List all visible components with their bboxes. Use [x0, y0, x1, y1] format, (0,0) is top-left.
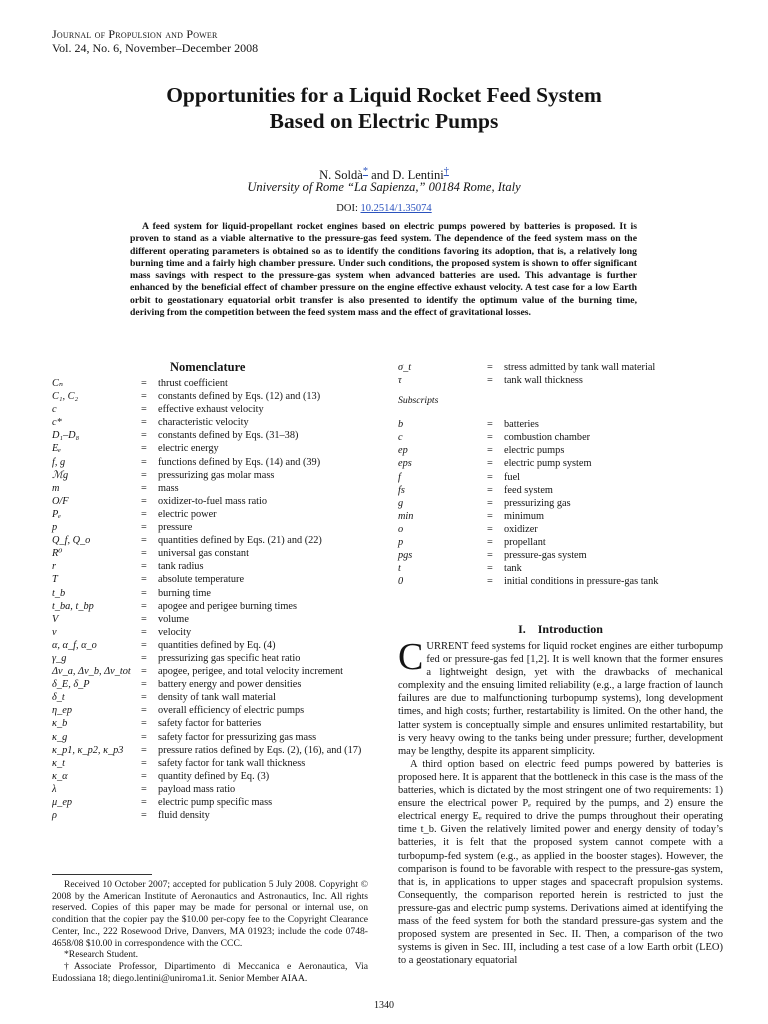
nomenclature-equals: =	[141, 679, 147, 691]
nomenclature-equals: =	[141, 495, 147, 507]
nomenclature-symbol: κ_p1, κ_p2, κ_p3	[52, 744, 124, 756]
nomenclature-definition: stress admitted by tank wall material	[504, 362, 656, 373]
nomenclature-definition: electric pumps	[504, 445, 565, 457]
nomenclature-entry	[52, 508, 372, 521]
nomenclature-symbol: α, α_f, α_o	[52, 639, 97, 651]
nomenclature-symbol: δ_E, δ_P	[52, 679, 90, 691]
nomenclature-symbol: 0	[398, 576, 404, 588]
nomenclature-symbol: ℳg	[52, 469, 69, 481]
nomenclature-definition: density of tank wall material	[158, 692, 276, 704]
nomenclature-definition: fuel	[504, 471, 521, 483]
nomenclature-equals: =	[141, 666, 147, 678]
abstract: A feed system for liquid-propellant rocket engines based on electric pumps powered by batteries is proposed. It is proven to stand as a viable alternative to the pressure-gas feed system. The dependence of the feed system mass on the different operating parameters is obtained so as to identify the conditions favoring its adoption, that is, a relatively long burning time and a fairly high chamber pressure. Under such conditions, the proposed system is shown to offer significant mass savings with respect to the pressure-gas system when advanced batteries are used. This advantage is further enhanced by the beneficial effect of chamber pressure on the engine effective exhaust velocity. A test case for a low Earth orbit to geostationary equatorial orbit transfer is also presented to identify the optimum value of the burning time, deriving from the competition between the feed system mass and the effect of gravitational losses.	[130, 221, 637, 319]
nomenclature-entry	[52, 390, 372, 403]
nomenclature-definition: pressure-gas system	[504, 550, 587, 562]
author-1-footnote-link[interactable]: *	[362, 166, 369, 177]
nomenclature-entry	[52, 626, 372, 639]
nomenclature-symbol: ep	[398, 445, 408, 457]
nomenclature-symbol: f	[398, 471, 401, 483]
nomenclature-equals: =	[141, 613, 147, 625]
nomenclature-equals: =	[141, 417, 147, 429]
nomenclature-equals: =	[141, 705, 147, 717]
nomenclature-entry	[52, 482, 372, 495]
nomenclature-symbol: Cₙ	[52, 378, 64, 389]
nomenclature-definition: pressure ratios defined by Eqs. (2), (16), and (17)	[158, 744, 362, 756]
nomenclature-symbol: κ_g	[52, 731, 68, 743]
nomenclature-definition: effective exhaust velocity	[158, 404, 264, 416]
nomenclature-symbol: κ_t	[52, 757, 65, 769]
nomenclature-entry	[398, 361, 723, 374]
nomenclature-entry	[52, 796, 372, 809]
nomenclature-definition: quantity defined by Eq. (3)	[158, 770, 270, 782]
nomenclature-definition: velocity	[158, 626, 192, 638]
nomenclature-equals: =	[141, 378, 147, 389]
nomenclature-entry	[52, 613, 372, 626]
nomenclature-symbol: pgs	[398, 550, 413, 562]
nomenclature-definition: functions defined by Eqs. (14) and (39)	[158, 456, 321, 468]
nomenclature-symbol: C₁, C₂	[52, 391, 79, 403]
journal-name: Journal of Propulsion and Power	[52, 27, 218, 41]
nomenclature-equals: =	[141, 731, 147, 743]
nomenclature-entry	[52, 691, 372, 704]
nomenclature-definition: mass	[158, 482, 179, 494]
nomenclature-symbol: m	[52, 482, 60, 494]
nomenclature-entry	[52, 587, 372, 600]
nomenclature-symbol: p	[398, 537, 404, 549]
nomenclature-symbol: min	[398, 510, 414, 522]
nomenclature-definition: apogee and perigee burning times	[158, 600, 297, 612]
nomenclature-definition: burning time	[158, 587, 211, 599]
author-2-footnote-link[interactable]: †	[443, 166, 449, 177]
journal-volume: Vol. 24, No. 6, November–December 2008	[52, 41, 259, 55]
nomenclature-definition: pressurizing gas molar mass	[158, 469, 275, 481]
paper-title	[0, 82, 768, 134]
nomenclature-entry	[398, 497, 723, 510]
nomenclature-entry	[52, 547, 372, 560]
nomenclature-entry	[52, 403, 372, 416]
authors-and: and	[368, 168, 393, 183]
nomenclature-entry	[52, 665, 372, 678]
nomenclature-symbol: σ_t	[398, 362, 412, 373]
nomenclature-definition: electric energy	[158, 443, 219, 455]
nomenclature-entry	[52, 442, 372, 455]
nomenclature-equals: =	[141, 443, 147, 455]
author-1: N. Soldà	[319, 168, 363, 183]
nomenclature-equals: =	[141, 744, 147, 756]
nomenclature-list	[52, 377, 372, 822]
journal-header	[52, 27, 258, 55]
nomenclature-symbol: Eₑ	[52, 443, 61, 455]
doi-label: DOI:	[336, 203, 361, 214]
nomenclature-definition: safety factor for pressurizing gas mass	[158, 731, 317, 743]
nomenclature-equals: =	[487, 550, 493, 562]
nomenclature-entry	[398, 418, 723, 431]
introduction-heading: I. Introduction	[518, 622, 603, 636]
nomenclature-definition: electric pump system	[504, 458, 592, 470]
nomenclature-entry	[398, 457, 723, 470]
nomenclature-entry	[52, 416, 372, 429]
nomenclature-entry	[52, 456, 372, 469]
nomenclature-entry	[52, 783, 372, 796]
nomenclature-definition: tank radius	[158, 561, 204, 573]
nomenclature-entry	[398, 575, 723, 588]
nomenclature-symbol: γ_g	[52, 652, 67, 664]
nomenclature-definition: feed system	[504, 484, 553, 496]
drop-cap: C	[398, 636, 424, 678]
nomenclature-definition: electric power	[158, 508, 217, 520]
doi	[0, 202, 768, 215]
affiliation: University of Rome “La Sapienza,” 00184 Rome, Italy	[247, 180, 521, 194]
nomenclature-symbol: Δv_a, Δv_b, Δv_tot	[52, 666, 131, 678]
nomenclature-definition: oxidizer	[504, 523, 538, 535]
received-note: Received 10 October 2007; accepted for publication 5 July 2008. Copyright © 2008 by the American Institute of Aeronautics and Astronautics, Inc. All rights reserved. Copies of this paper may be made for personal or internal use, on condition that the copier pay the $10.00 per-copy fee to the Copyright Clearance Center, Inc., 222 Rosewood Drive, Danvers, MA 01923; include the code 0748-4658/08 $10.00 in correspondence with the CCC.	[52, 879, 368, 949]
nomenclature-entry	[52, 731, 372, 744]
nomenclature-equals: =	[141, 404, 147, 416]
nomenclature-entry	[398, 562, 723, 575]
nomenclature-equals: =	[141, 652, 147, 664]
nomenclature-symbol: c	[52, 404, 57, 416]
nomenclature-entry	[398, 471, 723, 484]
nomenclature-symbol: λ	[52, 783, 57, 795]
nomenclature-symbol: t	[398, 563, 401, 575]
nomenclature-symbol: V	[52, 613, 59, 625]
nomenclature-equals: =	[141, 522, 147, 534]
nomenclature-definition: payload mass ratio	[158, 783, 236, 795]
nomenclature-definition: pressure	[158, 522, 193, 534]
nomenclature-equals: =	[141, 430, 147, 442]
nomenclature-equals: =	[141, 561, 147, 573]
nomenclature-definition: pressurizing gas	[504, 497, 571, 509]
nomenclature-entry	[52, 521, 372, 534]
nomenclature-symbol: r	[52, 561, 57, 573]
nomenclature-entry	[52, 757, 372, 770]
nomenclature-entry	[52, 678, 372, 691]
nomenclature-definition: universal gas constant	[158, 548, 249, 560]
paper-title-line2: Based on Electric Pumps	[269, 109, 499, 133]
nomenclature-equals: =	[141, 797, 147, 808]
nomenclature-definition: quantities defined by Eq. (4)	[158, 639, 276, 651]
nomenclature-equals: =	[487, 471, 493, 483]
nomenclature-definition: constants defined by Eqs. (12) and (13)	[158, 391, 321, 403]
footnote-1: *Research Student.	[64, 949, 139, 961]
nomenclature-equals: =	[141, 718, 147, 730]
nomenclature-definition: characteristic velocity	[158, 417, 249, 429]
nomenclature-symbol: eps	[398, 458, 412, 470]
nomenclature-entry	[52, 429, 372, 442]
nomenclature-symbol: η_ep	[52, 705, 72, 717]
nomenclature-equals: =	[487, 576, 493, 588]
nomenclature-list-continued	[398, 361, 723, 588]
page-number: 1340	[374, 1000, 394, 1011]
nomenclature-symbol: O/F	[52, 495, 69, 507]
nomenclature-symbol: μ_ep	[52, 797, 73, 808]
nomenclature-entry	[52, 573, 372, 586]
nomenclature-symbol: κ_b	[52, 718, 68, 730]
nomenclature-definition: combustion chamber	[504, 432, 591, 444]
nomenclature-symbol: o	[398, 523, 404, 535]
paper-title-line1: Opportunities for a Liquid Rocket Feed System	[166, 83, 602, 107]
nomenclature-entry	[398, 444, 723, 457]
nomenclature-entry	[398, 374, 723, 387]
nomenclature-symbol: g	[398, 497, 404, 509]
nomenclature-definition: safety factor for tank wall thickness	[158, 757, 306, 769]
nomenclature-definition: thrust coefficient	[158, 378, 228, 389]
nomenclature-definition: apogee, perigee, and total velocity increment	[158, 666, 343, 678]
nomenclature-definition: batteries	[504, 419, 539, 431]
nomenclature-equals: =	[487, 497, 493, 509]
nomenclature-equals: =	[487, 510, 493, 522]
nomenclature-equals: =	[487, 445, 493, 457]
nomenclature-symbol: t_b	[52, 587, 66, 599]
intro-paragraph-2: A third option based on electric feed pumps powered by batteries is proposed here. It is apparent that the bottleneck in this case is the mass of the batteries, which is dictated by the most stringent one of two requirements: 1) ensure the electrical power Pₑ required by the pumps, and 2) ensure the electrical energy Eₑ required to drive the pumps throughout their operating time t_b. Given the relatively limited power and energy density of today’s batteries, it is felt that the proposed system cannot compete with a turbopump-fed system (e.g., as applied in the booster stages). However, the comparison is found to be favorable with respect to the pressure-gas system, that is, in applications to upper stages and spacecraft propulsion systems. Consequently, the comparison reported herein is restricted to just the pressure-gas and electric pump systems. Derivations aimed at identifying the mass of the feed system for both the standard pressure-gas system and the proposed system are presented in Sec. II. Then, a comparison of the two systems is given in Sec. III, including a test case of a low Earth orbit (LEO) to a geostationary equatorial	[398, 758, 723, 967]
nomenclature-entry	[52, 469, 372, 482]
nomenclature-definition: quantities defined by Eqs. (21) and (22)	[158, 535, 322, 547]
nomenclature-equals: =	[141, 456, 147, 468]
intro-paragraph-1-text: URRENT feed systems for liquid rocket engines are either turbopump fed or pressure-gas fed [1,2]. It is well known that the former ensures a lightweight design, yet with the drawbacks of mechanical complexity and the ensuing limited reliability (e.g., a large fraction of launch failures are due to malfunctioning turbopump systems), long development times, and high costs; further, restartability is limited. On the other hand, the latter system is conceptually simple and ensures unlimited restartability, but is very heavy owing to the tanks being under pressure; further, development may be lengthy, despite its apparent simplicity.	[398, 641, 723, 757]
nomenclature-symbol: T	[52, 574, 58, 586]
nomenclature-symbols-continued	[398, 361, 723, 387]
nomenclature-equals: =	[141, 770, 147, 782]
nomenclature-symbol: c	[398, 432, 403, 444]
nomenclature-equals: =	[141, 783, 147, 795]
nomenclature-definition: overall efficiency of electric pumps	[158, 705, 305, 717]
nomenclature-equals: =	[487, 523, 493, 535]
nomenclature-equals: =	[487, 458, 493, 470]
nomenclature-entry	[52, 560, 372, 573]
nomenclature-symbol: δ_t	[52, 692, 65, 704]
nomenclature-entry	[52, 704, 372, 717]
nomenclature-equals: =	[487, 375, 493, 387]
nomenclature-definition: oxidizer-to-fuel mass ratio	[158, 495, 268, 507]
nomenclature-definition: tank wall thickness	[504, 375, 583, 387]
nomenclature-symbol: Pₑ	[52, 508, 61, 520]
nomenclature-equals: =	[141, 626, 147, 638]
nomenclature-equals: =	[487, 484, 493, 496]
nomenclature-entry	[398, 523, 723, 536]
author-2: D. Lentini	[392, 168, 444, 183]
nomenclature-entry	[398, 484, 723, 497]
footnote-2: †Associate Professor, Dipartimento di Meccanica e Aeronautica, Via Eudossiana 18; diego.lentini@uniroma1.it. Senior Member AIAA.	[52, 960, 368, 984]
nomenclature-entry	[52, 600, 372, 613]
nomenclature-symbol: c*	[52, 417, 62, 429]
nomenclature-symbol: p	[52, 522, 58, 534]
nomenclature-equals: =	[141, 391, 147, 403]
nomenclature-entry	[52, 377, 372, 390]
nomenclature-definition: tank	[504, 563, 522, 575]
nomenclature-definition: electric pump specific mass	[158, 797, 273, 808]
nomenclature-definition: safety factor for batteries	[158, 718, 262, 730]
nomenclature-entry	[398, 536, 723, 549]
nomenclature-equals: =	[141, 548, 147, 560]
nomenclature-entry	[52, 639, 372, 652]
nomenclature-symbol: Q_f, Q_o	[52, 535, 91, 547]
nomenclature-symbol: f, g	[52, 456, 66, 468]
nomenclature-equals: =	[141, 810, 147, 822]
nomenclature-equals: =	[141, 574, 147, 586]
subscripts-heading: Subscripts	[398, 395, 439, 407]
nomenclature-symbol: b	[398, 419, 404, 431]
nomenclature-equals: =	[487, 362, 493, 373]
nomenclature-entry	[398, 549, 723, 562]
nomenclature-entry	[52, 652, 372, 665]
nomenclature-symbol: R⁰	[52, 548, 63, 560]
nomenclature-definition: battery energy and power densities	[158, 679, 302, 691]
nomenclature-symbol: κ_α	[52, 770, 68, 782]
nomenclature-entry	[52, 534, 372, 547]
nomenclature-equals: =	[141, 757, 147, 769]
nomenclature-entry	[52, 809, 372, 822]
nomenclature-equals: =	[141, 482, 147, 494]
nomenclature-equals: =	[141, 600, 147, 612]
subscripts-list	[398, 418, 723, 588]
nomenclature-symbol: fs	[398, 484, 405, 496]
nomenclature-definition: minimum	[504, 510, 545, 522]
nomenclature-entry	[52, 495, 372, 508]
nomenclature-definition: pressurizing gas specific heat ratio	[158, 652, 301, 664]
nomenclature-entry	[398, 510, 723, 523]
nomenclature-equals: =	[141, 469, 147, 481]
introduction-body	[398, 636, 723, 967]
nomenclature-symbol: D₁–D₈	[52, 430, 80, 442]
nomenclature-definition: initial conditions in pressure-gas tank	[504, 576, 659, 588]
nomenclature-entry	[52, 717, 372, 730]
footnotes	[52, 879, 368, 984]
nomenclature-equals: =	[487, 537, 493, 549]
nomenclature-equals: =	[487, 563, 493, 575]
nomenclature-equals: =	[141, 587, 147, 599]
intro-paragraph-1	[398, 636, 723, 758]
nomenclature-symbol: ρ	[52, 810, 57, 822]
nomenclature-equals: =	[141, 639, 147, 651]
doi-link[interactable]: 10.2514/1.35074	[360, 203, 432, 214]
nomenclature-equals: =	[487, 432, 493, 444]
nomenclature-definition: propellant	[504, 537, 546, 549]
nomenclature-definition: fluid density	[158, 810, 210, 822]
nomenclature-symbol: τ	[398, 375, 402, 387]
nomenclature-symbol: t_ba, t_bp	[52, 600, 94, 612]
nomenclature-symbol: v	[52, 626, 57, 638]
nomenclature-equals: =	[141, 535, 147, 547]
nomenclature-entry	[52, 770, 372, 783]
nomenclature-definition: volume	[158, 613, 189, 625]
nomenclature-equals: =	[141, 692, 147, 704]
nomenclature-equals: =	[487, 419, 493, 431]
nomenclature-entry	[52, 744, 372, 757]
nomenclature-definition: constants defined by Eqs. (31–38)	[158, 430, 299, 442]
nomenclature-heading: Nomenclature	[170, 360, 246, 374]
nomenclature-equals: =	[141, 508, 147, 520]
footnote-rule	[52, 874, 152, 875]
nomenclature-definition: absolute temperature	[158, 574, 245, 586]
nomenclature-entry	[398, 431, 723, 444]
